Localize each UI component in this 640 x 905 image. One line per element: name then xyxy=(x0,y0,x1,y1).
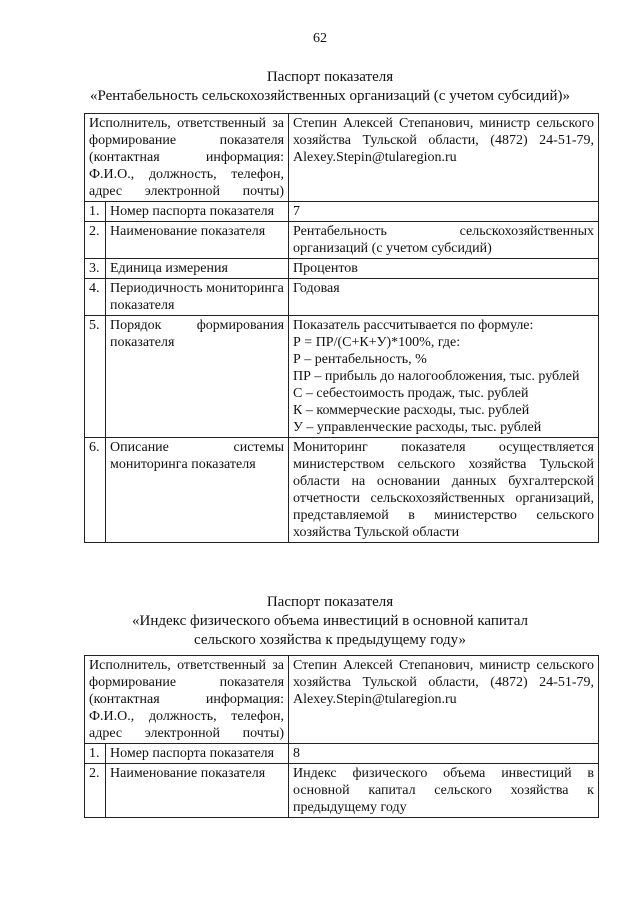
row-value: 7 xyxy=(289,202,599,222)
table-row xyxy=(85,744,599,764)
passport-1-heading xyxy=(60,68,600,106)
table-row xyxy=(85,764,599,818)
table-row xyxy=(85,438,599,543)
row-value: Процентов xyxy=(289,259,599,279)
row-value: 8 xyxy=(289,744,599,764)
table-row xyxy=(85,222,599,259)
formula-line: Р = ПР/(С+К+У)*100%, где: xyxy=(293,335,461,350)
formula-line: У – управленческие расходы, тыс. рублей xyxy=(293,420,542,435)
row-label: Номер паспорта показателя xyxy=(106,202,289,222)
passport-2-subtitle: сельского хозяйства к предыдущему году» xyxy=(194,632,466,648)
table-row xyxy=(85,259,599,279)
executor-value: Степин Алексей Степанович, министр сельского хозяйства Тульской области, (4872) 24-51-79, Alexey.Stepin@tularegion.ru xyxy=(289,656,599,744)
row-label: Наименование показателя xyxy=(106,764,289,818)
page-number: 62 xyxy=(313,31,327,46)
row-number: 5. xyxy=(85,316,106,438)
row-value: Мониторинг показателя осуществляется министерством сельского хозяйства Тульской области на основании данных бухгалтерской отчетности сельскохозяйственных организаций, представляемой в министерство сельского хозяйства Тульской области xyxy=(289,438,599,543)
passport-2-subtitle: «Индекс физического объема инвестиций в основной капитал xyxy=(132,613,528,629)
table-row xyxy=(85,316,599,438)
row-label: Единица измерения xyxy=(106,259,289,279)
row-label: Порядок формирования показателя xyxy=(106,316,289,438)
passport-2-heading xyxy=(60,593,600,650)
formula-line: С – себестоимость продаж, тыс. рублей xyxy=(293,386,529,401)
table-row xyxy=(85,279,599,316)
row-number: 6. xyxy=(85,438,106,543)
row-label: Периодичность мониторинга показателя xyxy=(106,279,289,316)
passport-1-table xyxy=(84,113,599,543)
row-number: 3. xyxy=(85,259,106,279)
formula-line: Р – рентабельность, % xyxy=(293,352,427,367)
formula-cell xyxy=(289,316,599,438)
row-number: 1. xyxy=(85,202,106,222)
row-number: 4. xyxy=(85,279,106,316)
executor-row xyxy=(85,656,599,744)
formula-line: К – коммерческие расходы, тыс. рублей xyxy=(293,403,530,418)
passport-2-title: Паспорт показателя xyxy=(266,594,394,610)
table-row xyxy=(85,202,599,222)
row-value: Годовая xyxy=(289,279,599,316)
row-number: 1. xyxy=(85,744,106,764)
passport-1-title: Паспорт показателя xyxy=(266,69,394,85)
formula-line: Показатель рассчитывается по формуле: xyxy=(293,318,534,333)
row-label: Наименование показателя xyxy=(106,222,289,259)
executor-label: Исполнитель, ответственный за формирование показателя (контактная информация: Ф.И.О., должность, телефон, адрес электронной почты) xyxy=(85,656,289,744)
row-value: Рентабельность сельскохозяйственных организаций (с учетом субсидий) xyxy=(289,222,599,259)
passport-1-subtitle: «Рентабельность сельскохозяйственных организаций (с учетом субсидий)» xyxy=(90,88,570,104)
row-label: Описание системы мониторинга показателя xyxy=(106,438,289,543)
executor-label: Исполнитель, ответственный за формирование показателя (контактная информация: Ф.И.О., должность, телефон, адрес электронной почты) xyxy=(85,114,289,202)
formula-line: ПР – прибыль до налогообложения, тыс. рублей xyxy=(293,369,580,384)
row-number: 2. xyxy=(85,764,106,818)
passport-2-table xyxy=(84,655,599,818)
row-number: 2. xyxy=(85,222,106,259)
row-label: Номер паспорта показателя xyxy=(106,744,289,764)
executor-value: Степин Алексей Степанович, министр сельского хозяйства Тульской области, (4872) 24-51-79, Alexey.Stepin@tularegion.ru xyxy=(289,114,599,202)
row-value: Индекс физического объема инвестиций в основной капитал сельского хозяйства к предыдущему году xyxy=(289,764,599,818)
executor-row xyxy=(85,114,599,202)
